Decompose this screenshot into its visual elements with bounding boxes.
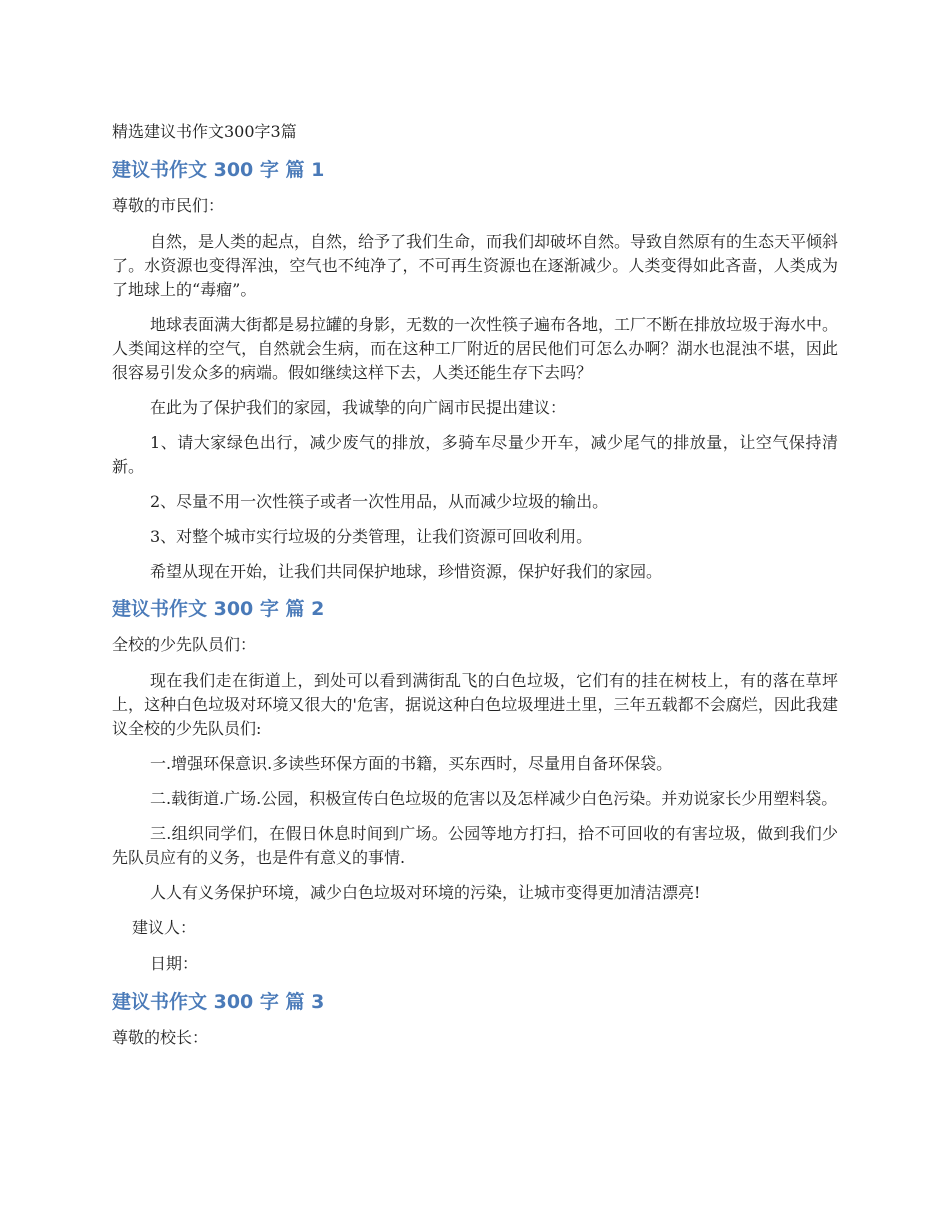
list-item: 三.组织同学们，在假日休息时间到广场。公园等地方打扫，拾不可回收的有害垃圾，做到我们少先队员应有的义务，也是件有意义的事情. xyxy=(112,824,838,867)
section-heading: 建议书作文 300 字 篇 2 xyxy=(112,598,325,620)
date-label: 日期： xyxy=(150,954,199,973)
section-heading: 建议书作文 300 字 篇 3 xyxy=(112,991,325,1013)
closing-paragraph: 人人有义务保护环境，减少白色垃圾对环境的污染，让城市变得更加清洁漂亮! xyxy=(150,883,701,902)
list-item: 3、对整个城市实行垃圾的分类管理，让我们资源可回收利用。 xyxy=(150,527,593,546)
essay-section-3 xyxy=(112,988,838,1050)
paragraph: 地球表面满大街都是易拉罐的身影，无数的一次性筷子遍布各地，工厂不断在排放垃圾于海水中。人类闻这样的空气，自然就会生病，而在这种工厂附近的居民他们可怎么办啊？湖水也混浊不堪，因此很容易引发众多的病端。假如继续这样下去，人类还能生存下去吗？ xyxy=(112,315,839,382)
essay-section-2 xyxy=(112,595,838,976)
paragraph: 在此为了保护我们的家园，我诚挚的向广阔市民提出建议： xyxy=(150,398,567,417)
essay-section-1 xyxy=(112,156,838,584)
document-title: 精选建议书作文300字3篇 xyxy=(112,122,297,141)
section-heading: 建议书作文 300 字 篇 1 xyxy=(112,159,325,181)
paragraph: 自然，是人类的起点，自然，给予了我们生命，而我们却破坏自然。导致自然原有的生态天平倾斜了。水资源也变得浑浊，空气也不纯净了，不可再生资源也在逐渐减少。人类变得如此吝啬，人类成为了地球上的“毒瘤”。 xyxy=(112,232,839,299)
salutation: 尊敬的校长： xyxy=(112,1028,209,1047)
list-item: 一.增强环保意识.多读些环保方面的书籍，买东西时，尽量用自备环保袋。 xyxy=(150,754,673,773)
paragraph: 现在我们走在街道上，到处可以看到满街乱飞的白色垃圾，它们有的挂在树枝上，有的落在草坪上，这种白色垃圾对环境又很大的'危害，据说这种白色垃圾埋进土里，三年五载都不会腐烂，因此我建议全校的少先队员们: xyxy=(112,671,838,738)
signer-label: 建议人： xyxy=(132,918,197,937)
salutation: 全校的少先队员们： xyxy=(112,635,257,654)
salutation: 尊敬的市民们： xyxy=(112,196,225,215)
list-item: 2、尽量不用一次性筷子或者一次性用品，从而减少垃圾的输出。 xyxy=(150,492,609,511)
list-item: 二.载街道.广场.公园，积极宣传白色垃圾的危害以及怎样减少白色污染。并劝说家长少用塑料袋。 xyxy=(150,789,838,808)
list-item: 1、请大家绿色出行，减少废气的排放，多骑车尽量少开车，减少尾气的排放量，让空气保持清新。 xyxy=(112,433,838,476)
closing-paragraph: 希望从现在开始，让我们共同保护地球，珍惜资源，保护好我们的家园。 xyxy=(150,562,663,581)
